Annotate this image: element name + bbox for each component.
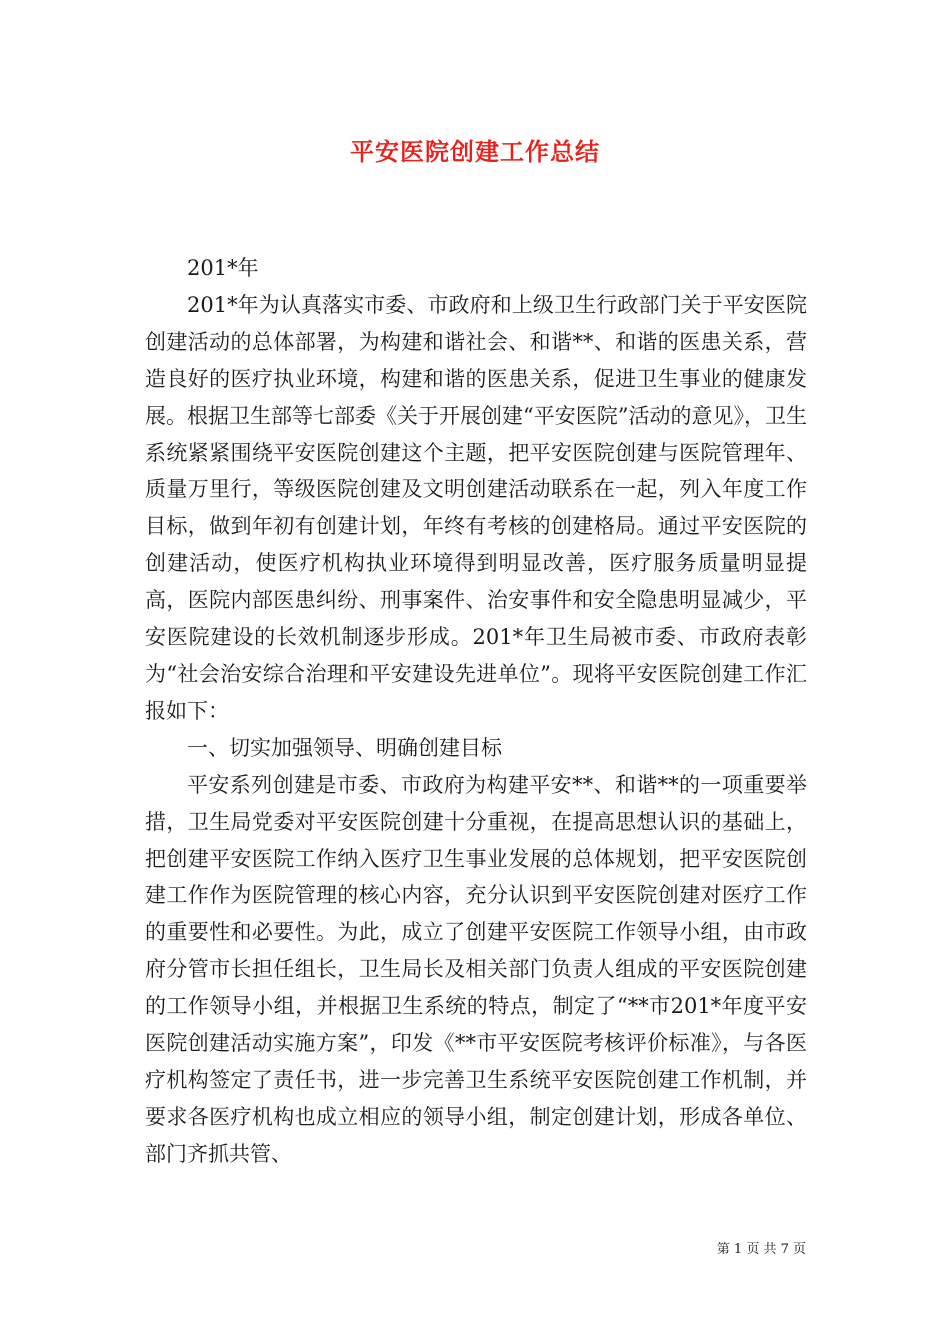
- document-title: 平安医院创建工作总结: [350, 137, 600, 166]
- paragraph-section-1: 平安系列创建是市委、市政府为构建平安**、和谐**的一项重要举措，卫生局党委对平安医院创建十分重视，在提高思想认识的基础上，把创建平安医院工作纳入医疗卫生事业发展的总体规划，把平安医院创建工作作为医院管理的核心内容，充分认识到平安医院创建对医疗工作的重要性和必要性。为此，成立了创建平安医院工作领导小组，由市政府分管市长担任组长，卫生局长及相关部门负责人组成的平安医院创建的工作领导小组，并根据卫生系统的特点，制定了“**市201*年度平安医院创建活动实施方案”，印发《**市平安医院考核评价标准》，与各医疗机构签定了责任书，进一步完善卫生系统平安医院创建工作机制，并要求各医疗机构也成立相应的领导小组，制定创建计划，形成各单位、部门齐抓共管、: [145, 772, 807, 1166]
- paragraph-year: 201*年: [187, 256, 259, 280]
- section-heading-1: 一、切实加强领导、明确创建目标: [187, 735, 502, 760]
- page-number: 第 1 页 共 7 页: [716, 1242, 806, 1257]
- document-body: [145, 250, 807, 1173]
- paragraph-intro: 201*年为认真落实市委、市政府和上级卫生行政部门关于平安医院创建活动的总体部署，为构建和谐社会、和谐**、和谐的医患关系，营造良好的医疗执业环境，构建和谐的医患关系，促进卫生事业的健康发展。根据卫生部等七部委《关于开展创建“平安医院”活动的意见》，卫生系统紧紧围绕平安医院创建这个主题，把平安医院创建与医院管理年、质量万里行，等级医院创建及文明创建活动联系在一起，列入年度工作目标，做到年初有创建计划，年终有考核的创建格局。通过平安医院的创建活动，使医疗机构执业环境得到明显改善，医疗服务质量明显提高，医院内部医患纠纷、刑事案件、治安事件和安全隐患明显减少，平安医院建设的长效机制逐步形成。201*年卫生局被市委、市政府表彰为“社会治安综合治理和平安建设先进单位”。现将平安医院创建工作汇报如下：: [145, 292, 807, 723]
